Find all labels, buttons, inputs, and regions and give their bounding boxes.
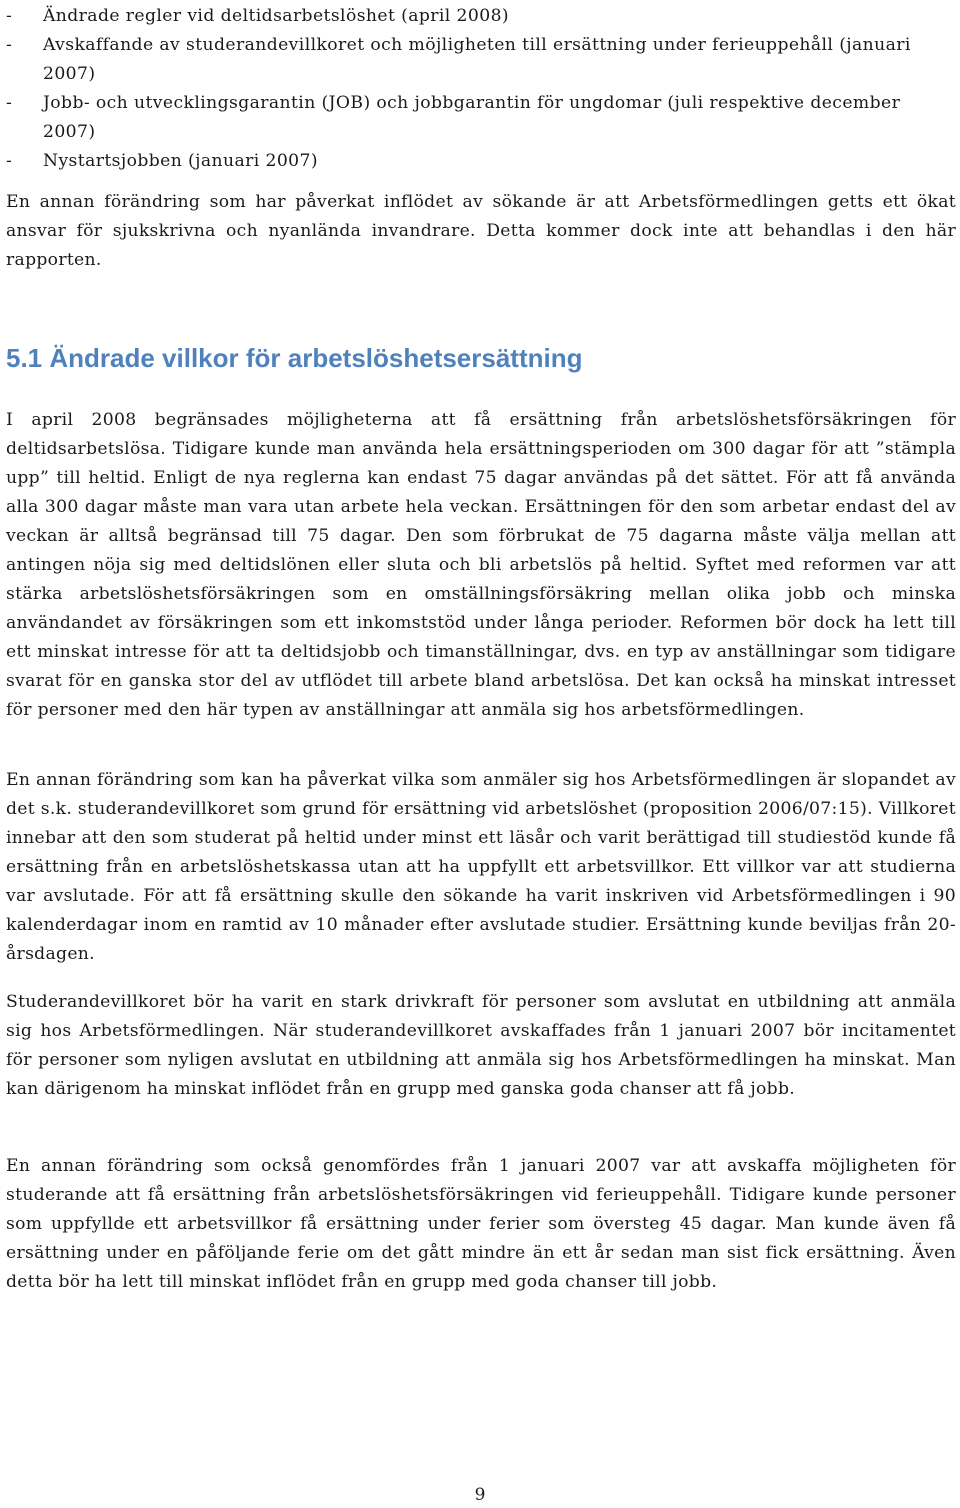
bullet-text: Avskaffande av studerandevillkoret och möjligheten till ersättning under ferieuppehåll (januari 2007) xyxy=(43,35,911,84)
bullet-text: Nystartsjobben (januari 2007) xyxy=(43,151,318,171)
list-item xyxy=(6,89,956,147)
bullet-text: Jobb- och utvecklingsgarantin (JOB) och jobbgarantin för ungdomar (juli respektive december 2007) xyxy=(43,93,901,142)
list-item xyxy=(6,31,956,89)
intro-paragraph: En annan förändring som har påverkat inflödet av sökande är att Arbetsförmedlingen getts ett ökat ansvar för sjukskrivna och nyanlända invandrare. Detta kommer dock inte att behandlas i den här rapporten. xyxy=(6,192,956,270)
list-item xyxy=(6,2,956,31)
bullet-dash: - xyxy=(6,151,13,171)
page-number: 9 xyxy=(474,1485,486,1505)
body-paragraph-3: Studerandevillkoret bör ha varit en stark drivkraft för personer som avslutat en utbildning att anmäla sig hos Arbetsförmedlingen. När studerandevillkoret avskaffades från 1 januari 2007 bör incitamentet för personer som nyligen avslutat en utbildning att anmäla sig hos Arbetsförmedlingen ha minskat. Man kan därigenom ha minskat inflödet från en grupp med ganska goda chanser att få jobb. xyxy=(6,992,956,1099)
bullet-text: Ändrade regler vid deltidsarbetslöshet (april 2008) xyxy=(43,6,510,26)
body-paragraph-2: En annan förändring som kan ha påverkat vilka som anmäler sig hos Arbetsförmedlingen är slopandet av det s.k. studerandevillkoret som grund för ersättning vid arbetslöshet (proposition 2006/07:15). Villkoret innebar att den som studerat på heltid under minst ett läsår och varit berättigad till studiestöd kunde få ersättning från en arbetslöshetskassa utan att ha uppfyllt ett arbetsvillkor. Ett villkor var att studierna var avslutade. För att få ersättning skulle den sökande ha varit inskriven vid Arbetsförmedlingen i 90 kalenderdagar inom en ramtid av 10 månader efter avslutade studier. Ersättning kunde beviljas från 20-årsdagen. xyxy=(6,770,956,964)
list-item xyxy=(6,147,956,176)
bullet-dash: - xyxy=(6,35,13,55)
body-paragraph-4: En annan förändring som också genomfördes från 1 januari 2007 var att avskaffa möjligheten för studerande att få ersättning från arbetslöshetsförsäkringen vid ferieuppehåll. Tidigare kunde personer som uppfyllde ett arbetsvillkor få ersättning under ferier som översteg 45 dagar. Man kunde även få ersättning under en påföljande ferie om det gått mindre än ett år sedan man sist fick ersättning. Även detta bör ha lett till minskat inflödet från en grupp med goda chanser till jobb. xyxy=(6,1156,956,1292)
body-paragraph-1: I april 2008 begränsades möjligheterna att få ersättning från arbetslöshetsförsäkringen för deltidsarbetslösa. Tidigare kunde man använda hela ersättningsperioden om 300 dagar för att ”stämpla upp” till heltid. Enligt de nya reglerna kan endast 75 dagar användas på det sättet. För att få använda alla 300 dagar måste man vara utan arbete hela veckan. Ersättningen för den som arbetar endast del av veckan är alltså begränsad till 75 dagar. Den som förbrukat de 75 dagarna måste välja mellan att antingen nöja sig med deltidslönen eller sluta och bli arbetslös på heltid. Syftet med reformen var att stärka arbetslöshetsförsäkringen som en omställningsförsäkring mellan olika jobb och minska användandet av försäkringen som ett inkomststöd under långa perioder. Reformen bör dock ha lett till ett minskat intresse för att ta deltidsjobb och timanställningar, dvs. en typ av anställningar som tidigare svarat för en ganska stor del av utflödet till arbete bland arbetslösa. Det kan också ha minskat intresset för personer med den här typen av anställningar att anmäla sig hos arbetsförmedlingen. xyxy=(6,410,956,720)
bullet-dash: - xyxy=(6,93,13,113)
bullet-dash: - xyxy=(6,6,13,26)
section-heading: 5.1 Ändrade villkor för arbetslöshetsersättning xyxy=(6,343,583,373)
bullet-list xyxy=(6,2,956,176)
